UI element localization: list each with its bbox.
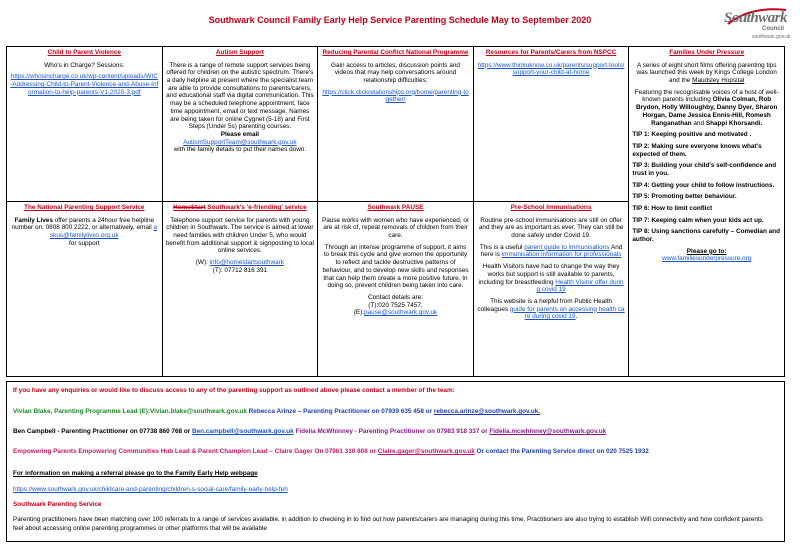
fup-link[interactable]: www.familiesunderpressure.org — [662, 255, 752, 263]
fup-names: Olivia Colman, Rob Brydon, Holly Willoughby, Danny Dyer, Sharon Horgan, Dame Jessica Ennis-Hill, Romesh Ranganathan — [635, 96, 778, 127]
public-health-text: This website is a helpful from Public Health colleagues — [477, 297, 612, 313]
referral-link[interactable]: https://www.southwark.gov.uk/childcare-and-parenting/children-s-social-care/family-early-help-feh — [13, 486, 288, 493]
fup-tip-1: TIP 1: Keeping positive and motivated . — [632, 131, 752, 139]
professionals-info-link[interactable]: immunisation information for professionals — [501, 251, 622, 259]
fup-goto: Please go to: — [686, 247, 727, 255]
fup-maudsley: Maudsley Hopsital — [692, 77, 745, 85]
fup-intro — [632, 62, 781, 85]
heading-southwark-pause: Southwark PAUSE — [367, 204, 424, 211]
cell-southwark-pause — [318, 202, 474, 377]
whos-in-charge-link[interactable]: https://whosincharge.co.uk/wp-content/uploads/WIC-Addressing-Child-to-Parent-Violence-and-Abuse-Information-to-help-parents-V1-2020-3.pdf — [10, 73, 159, 96]
public-health-end: . — [575, 313, 578, 321]
fup-tip-6: TIP 6: How to limit conflict — [632, 205, 713, 212]
claire-gager-contact: Empowering Parents Empowering Communities Hub Lead & Parent Champion Lead – Claire Gager On 07961 310 808 or — [13, 448, 376, 455]
immunisation-guides — [477, 244, 626, 259]
cell-national-parenting-support — [7, 202, 163, 377]
fup-voices-text: Featuring the recognisable voices of a host of well-known parents including — [634, 88, 779, 104]
cell-child-to-parent-violence — [7, 47, 163, 202]
ben-campbell-contact: Ben Campbell - Parenting Practitioner on 07738 860 768 or — [13, 428, 191, 435]
pause-phone: (T):020 7525 7457. — [368, 301, 423, 309]
cell-autism-support — [162, 47, 318, 202]
cell-preschool-immunisations — [473, 202, 629, 377]
health-visitor-offer-link[interactable]: Health Visitor offer during covid 19 — [536, 278, 624, 294]
health-visitors — [477, 263, 626, 294]
family-lives-support: for support — [69, 239, 100, 247]
services-table — [6, 46, 785, 377]
heading-preschool-immunisations: Pre-School Immunisations — [510, 204, 592, 211]
logo-url: southwark.gov.uk — [752, 34, 791, 40]
logo-wordmark: Southwark — [724, 10, 788, 26]
autism-description: There is a range of remote support services being offered for children on the autistic spectrum. There's a daily helpline at present where the specialist team are able to provide consultations to parents/carers, and educational staff via digital communication. This may be a scheduled telephone appointment, face time appointment, email or text message. Names are being taken for online Cygnet (5-18) and First Steps (Under 5s) parenting courses. — [166, 61, 314, 131]
service-text: Parenting practitioners have been matching over 100 referrals to a range of services available, in addition to checking in to find out how parents/carers are managing during this time. Practitioners are also trying to establish Wifi connectivity and how confident parents feel about accessing online parenting programmes or other platforms that will be available — [13, 516, 763, 532]
pause-email-link[interactable]: pause@southwark.gov.uk — [364, 309, 438, 317]
fidelia-email-link[interactable]: Fidelia.mcwhinney@southwark.gov.uk — [489, 428, 607, 435]
contact-line-2 — [13, 428, 606, 435]
vivian-blake-contact: Vivian Blake, Parenting Programme Lead (E):Vivian.blake@southwark.gov.uk — [13, 408, 247, 415]
logo-council: Council — [762, 26, 784, 32]
contact-panel — [6, 381, 785, 542]
ben-email-link[interactable]: Ben.campbell@southwark.gov.uk — [192, 428, 294, 435]
southwark-logo — [720, 4, 790, 40]
heading-homestart-name: HomeStart — [173, 204, 206, 211]
pause-description-2: Through an intense programme of support, it aims to break this cycle and give women the opportunity to reflect and tackle destructive patterns of behaviour, and to develop new skills and responses that can help them create a more positive future. In doing so, prevent children being taken into care. — [322, 243, 469, 290]
whos-in-charge-text: Who's in Charge? Sessions: — [44, 61, 125, 69]
heading-families-under-pressure: Families Under Pressure — [669, 49, 745, 56]
heading-homestart — [166, 204, 315, 212]
homestart-phone: (T): 07712 816 391 — [212, 266, 268, 274]
rebecca-email-link[interactable]: rebecca.arinze@southwark.gov.uk. — [433, 408, 541, 415]
fup-tip-2: TIP 2: Making sure everyone knows what's expected of them. — [632, 142, 762, 158]
pause-email — [321, 309, 470, 317]
fup-tip-5: TIP 5: Promoting better behaviour. — [632, 193, 737, 201]
contact-intro: If you have any enquiries or would like to discuss access to any of the parenting support as outlined above please contact a member of the team: — [13, 387, 455, 394]
health-care-guide-link[interactable]: guide for parents on accessing health care during covid 19 — [509, 305, 625, 321]
heading-homestart-service: Southwark's 'e-friending' service — [207, 204, 307, 211]
claire-email-link[interactable]: Claire.gager@southwark.gov.uk — [377, 448, 475, 455]
fup-tip-4: TIP 4: Getting your child to follow instructions. — [632, 181, 775, 189]
family-lives-text: offer parents a 24hour free helpline number on: 0808 800 2222, or alternatively, email — [11, 216, 155, 232]
heading-child-to-parent-violence: Child to Parent Violence — [47, 49, 121, 56]
fup-last-name: Shappi Khorsandi. — [705, 119, 763, 127]
parent-guide-link[interactable]: parent guide to immunisations — [524, 243, 610, 251]
fup-intro-text: A series of eight short films offering parenting tips was launched this week by Kings College London and the — [636, 61, 777, 85]
cell-nspcc-resources — [473, 47, 629, 202]
cell-reducing-parental-conflict — [318, 47, 474, 202]
homestart-web-link[interactable]: info@homestartsouthwark — [209, 259, 284, 267]
autism-email-prompt: Please email — [220, 130, 260, 138]
fup-voices — [632, 89, 781, 127]
homestart-web-label: (W): — [195, 259, 208, 267]
homestart-description: Telephone support service for parents with young children in Southwark. The service is aimed at lower need families with children Under 5, who would benefit from additional support & signposting to local online services. — [165, 216, 314, 255]
fup-tip-7: TIP 7: Keeping calm when your kids act up. — [632, 216, 764, 224]
conflict-link[interactable]: https://click.clickrelationships.org/home/parenting-together/ — [322, 88, 469, 104]
page-title: Southwark Council Family Early Help Service Parenting Schedule May to September 2020 — [208, 15, 592, 25]
service-heading: Southwark Parenting Service — [13, 501, 102, 508]
immunisation-and-here: And here is — [480, 243, 623, 259]
public-health — [477, 298, 626, 321]
heading-autism-support: Autism Support — [215, 49, 264, 56]
homestart-web — [166, 259, 315, 267]
conflict-description: Gain access to articles, discussion points and videos that may help conversations around relationship difficulties: — [331, 61, 460, 85]
parenting-service-direct: Or contact the Parenting Service direct on 020 7525 1932 — [476, 448, 649, 455]
autism-email-link[interactable]: AutismSupportTeam@southwark.gov.uk — [183, 138, 297, 146]
contact-line-1 — [13, 408, 540, 415]
cell-families-under-pressure — [629, 47, 785, 377]
nspcc-link[interactable]: https://www.thinkuknow.co.uk/parents/support-tools/support-your-child-at-home — [477, 61, 625, 77]
fup-and: and — [693, 119, 705, 127]
family-lives-email[interactable]: askus@familylives.org.uk — [49, 224, 158, 240]
rebecca-arinze-contact: Rebecca Arinze – Parenting Practitioner on 07939 635 458 or — [248, 408, 433, 415]
autism-email-note: with the family details to put their names down. — [173, 146, 307, 154]
pause-description-1: Pause works with women who have experienced, or are at risk of, repeat removals of children from their care. — [321, 216, 470, 240]
fup-tip-3: TIP 3: Building your child's self-confidence and trust in you. — [632, 162, 777, 177]
referral-heading: For information on making a referral please go to the Family Early Help webpage — [13, 470, 258, 477]
immunisation-intro: Routine pre-school immunisations are still on offer and they are as important as ever. They can still be done safely under Covid 19. — [478, 216, 624, 240]
heading-reducing-parental-conflict: Reducing Parental Conflict National Programme — [322, 49, 469, 56]
fup-tip-8: TIP 8: Using sanctions carefully – Comedian and author. — [632, 228, 780, 244]
health-visitors-text: Health Visitors have had to change the way they works but support is still available to parents, including for breastfeeding — [478, 263, 620, 286]
cell-homestart — [162, 202, 318, 377]
family-lives-name: Family Lives — [14, 216, 53, 224]
heading-national-parenting-support: The National Parenting Support Service — [24, 204, 145, 211]
fidelia-contact: Fidelia McWhinney - Parenting Practitioner on 07983 918 337 or — [295, 428, 488, 435]
heading-nspcc-resources: Resources for Parents/Carers from NSPCC — [485, 49, 617, 56]
immunisation-guides-text: This is a useful — [479, 243, 523, 251]
pause-email-label: (E): — [353, 309, 365, 317]
contact-line-3 — [13, 448, 649, 455]
pause-contact-label: Contact details are: — [367, 293, 424, 301]
